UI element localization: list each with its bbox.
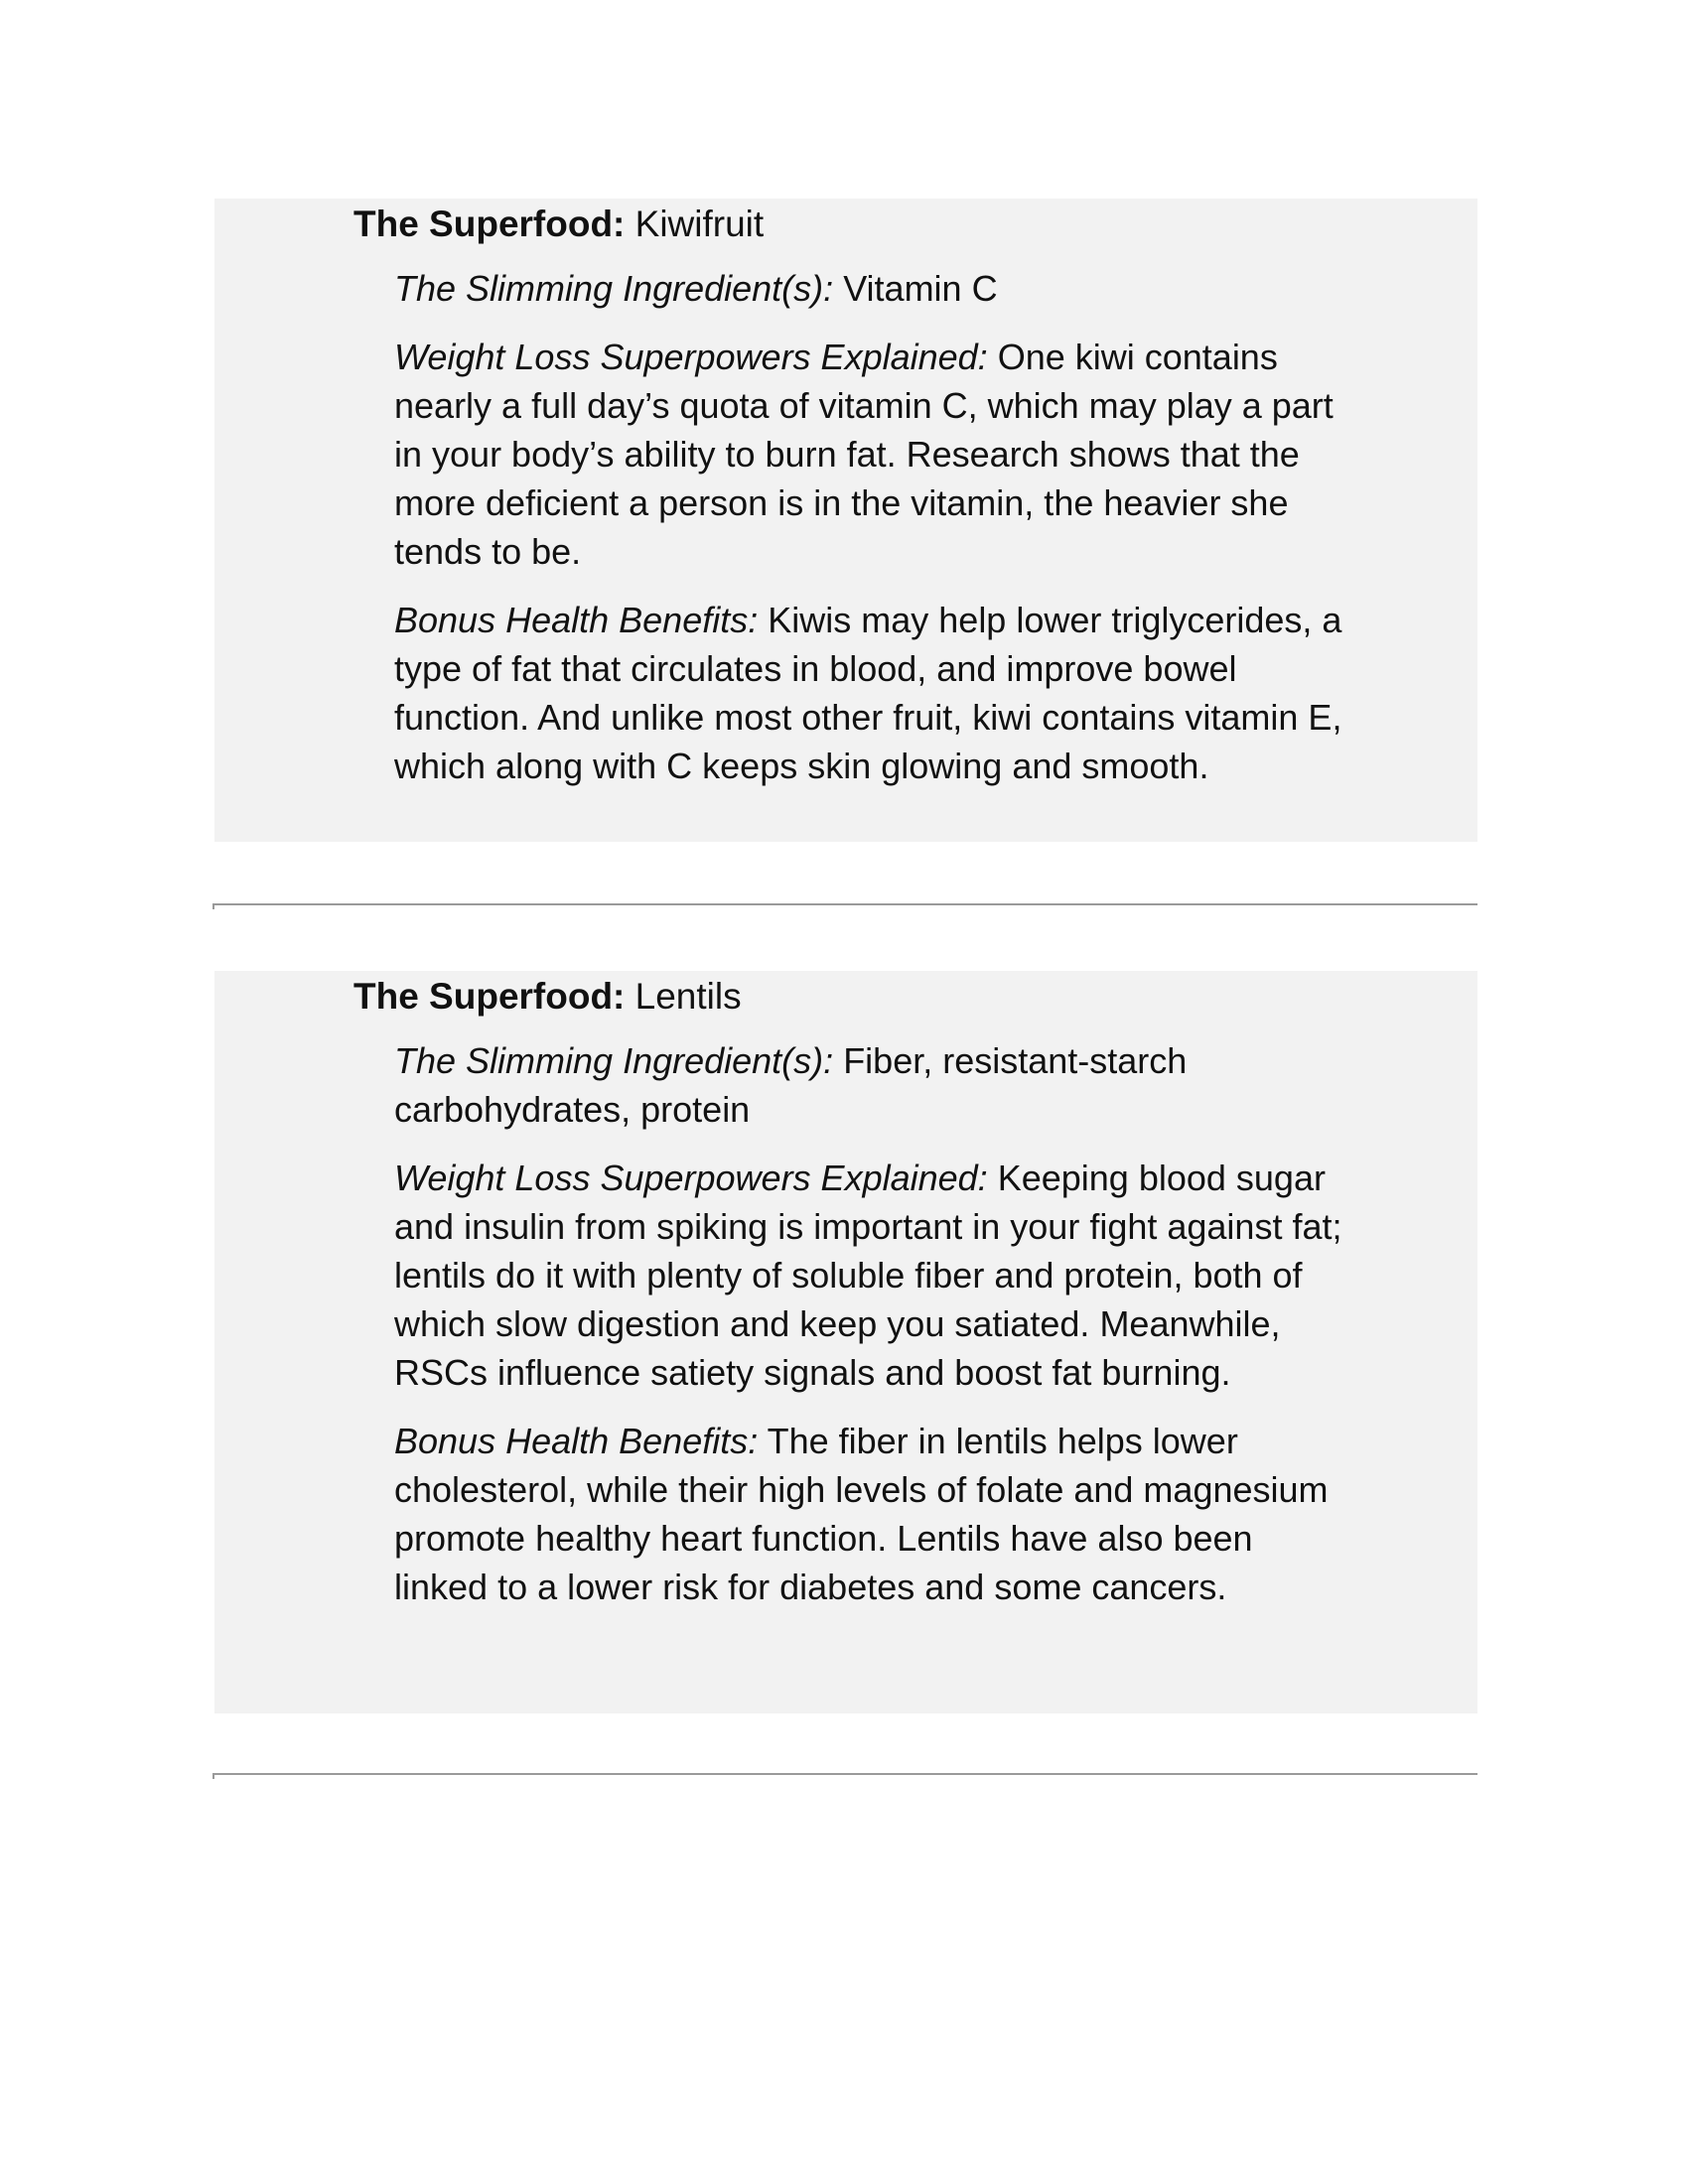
section-divider: [212, 903, 1477, 905]
bonus-benefits-paragraph: [394, 1417, 1347, 1611]
bonus-benefits-text: Kiwis may help lower triglycerides, a type of fat that circulates in blood, and improve bowel function. And unlike most other fruit, kiwi contains vitamin E, which along with C keeps skin glowing and smooth.: [394, 600, 1342, 786]
weight-loss-explained-label: Weight Loss Superpowers Explained:: [394, 1158, 988, 1198]
bonus-benefits-paragraph: [394, 596, 1347, 790]
superfood-details: [394, 1036, 1347, 1631]
superfood-card-lentils: [214, 971, 1477, 1713]
slimming-ingredients-label: The Slimming Ingredient(s):: [394, 1040, 834, 1081]
superfood-title: [353, 973, 742, 1021]
slimming-ingredients-text: Vitamin C: [843, 268, 998, 309]
slimming-ingredients-text: Fiber, resistant-starch carbohydrates, protein: [394, 1040, 1188, 1130]
weight-loss-explained-label: Weight Loss Superpowers Explained:: [394, 337, 988, 377]
bonus-benefits-text: The fiber in lentils helps lower cholesterol, while their high levels of folate and magnesium promote healthy heart function. Lentils have also been linked to a lower risk for diabetes and some cancers.: [394, 1421, 1329, 1607]
weight-loss-explained-text: Keeping blood sugar and insulin from spiking is important in your fight against fat; lentils do it with plenty of soluble fiber and protein, both of which slow digestion and keep you satiated. Meanwhile, RSCs influence satiety signals and boost fat burning.: [394, 1158, 1342, 1393]
superfood-details: [394, 264, 1347, 810]
superfood-title-label: The Superfood:: [353, 204, 626, 244]
slimming-ingredients-paragraph: [394, 1036, 1347, 1134]
superfood-title-value: Kiwifruit: [634, 204, 765, 244]
superfood-card-kiwifruit: [214, 199, 1477, 842]
weight-loss-explained-text: One kiwi contains nearly a full day’s quota of vitamin C, which may play a part in your body’s ability to burn fat. Research shows that the more deficient a person is in the vitamin, the heavier she tends to be.: [394, 337, 1334, 572]
slimming-ingredients-paragraph: [394, 264, 1347, 313]
weight-loss-explained-paragraph: [394, 333, 1347, 576]
superfood-title: [353, 201, 764, 248]
bonus-benefits-label: Bonus Health Benefits:: [394, 600, 759, 640]
slimming-ingredients-label: The Slimming Ingredient(s):: [394, 268, 834, 309]
superfood-title-label: The Superfood:: [353, 976, 626, 1017]
weight-loss-explained-paragraph: [394, 1154, 1347, 1397]
superfood-title-value: Lentils: [634, 976, 742, 1017]
section-divider: [212, 1773, 1477, 1775]
bonus-benefits-label: Bonus Health Benefits:: [394, 1421, 759, 1461]
